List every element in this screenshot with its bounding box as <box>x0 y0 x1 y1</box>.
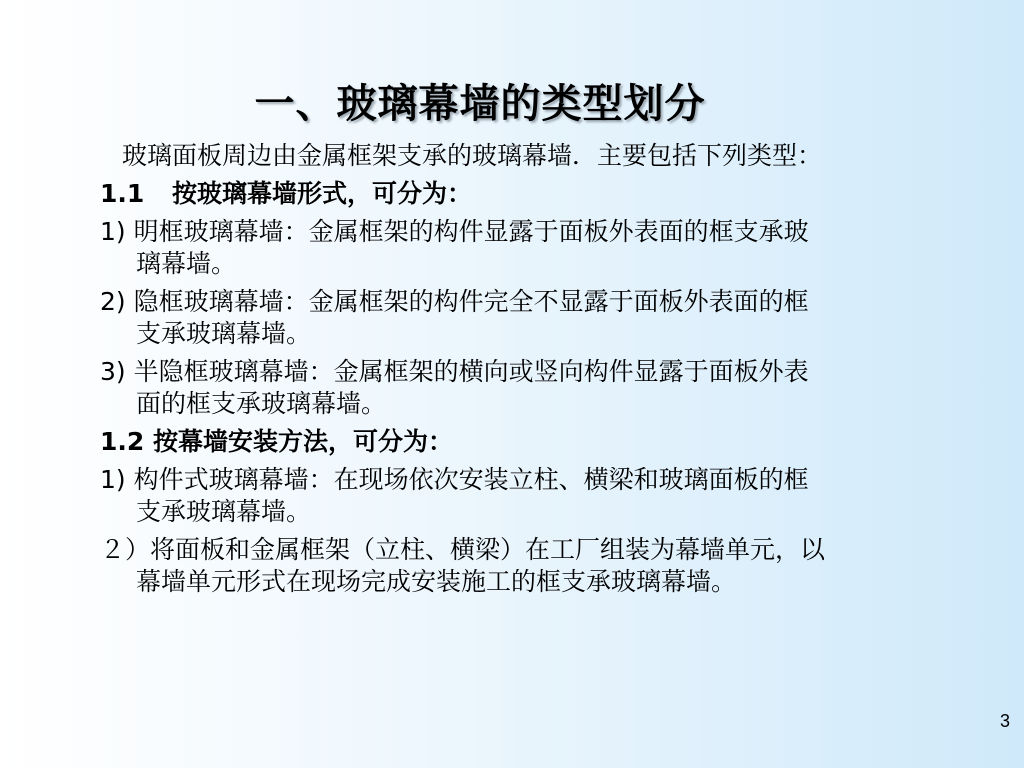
section-heading-1-1 <box>100 178 930 210</box>
list-item <box>100 356 930 420</box>
list-item-continuation: 支承玻璃幕墙。 <box>136 319 312 348</box>
list-item <box>100 286 930 350</box>
list-item-continuation: 支承玻璃幕墙。 <box>136 497 312 526</box>
list-item-line: 1) 构件式玻璃幕墙：在现场依次安装立柱、横梁和玻璃面板的框 <box>100 465 809 494</box>
list-item <box>100 534 930 598</box>
list-item-line: 1) 明框玻璃幕墙：金属框架的构件显露于面板外表面的框支承玻 <box>100 217 809 246</box>
intro-text: 玻璃面板周边由金属框架支承的玻璃幕墙．主要包括下列类型： <box>122 141 823 170</box>
list-item-continuation: 幕墙单元形式在现场完成安装施工的框支承玻璃幕墙。 <box>136 567 737 596</box>
list-item-line: 2) 隐框玻璃幕墙：金属框架的构件完全不显露于面板外表面的框 <box>100 287 809 316</box>
section-heading-1-2: 1.2 按幕墙安装方法，可分为： <box>100 427 453 456</box>
list-item-continuation: 面的框支承玻璃幕墙。 <box>136 389 387 418</box>
list-item <box>100 216 930 280</box>
list-item-line: 3) 半隐框玻璃幕墙：金属框架的横向或竖向构件显露于面板外表 <box>100 357 809 386</box>
section-number: 1.1 <box>100 179 145 208</box>
section-label: 按玻璃幕墙形式，可分为： <box>172 179 473 208</box>
slide-title: 一、玻璃幕墙的类型划分 <box>254 81 706 127</box>
list-item-continuation: 璃幕墙。 <box>136 249 237 278</box>
page-number: 3 <box>999 711 1010 731</box>
list-item-line: ２）将面板和金属框架（立柱、横梁）在工厂组装为幕墙单元，以 <box>100 535 826 564</box>
slide-body <box>100 140 930 604</box>
list-item <box>100 464 930 528</box>
